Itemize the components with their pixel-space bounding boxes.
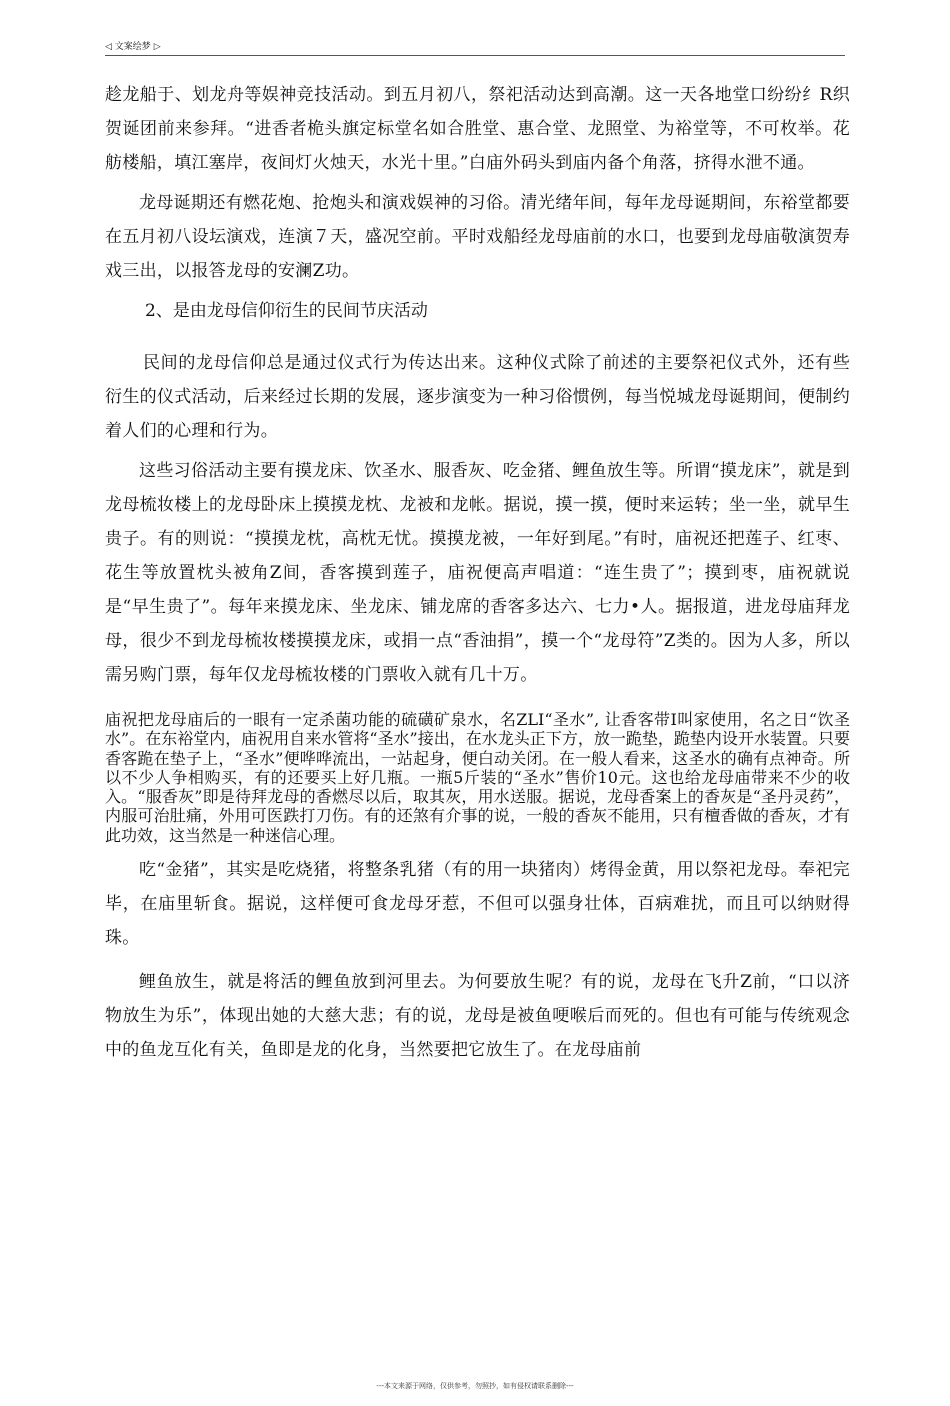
document-body (105, 78, 850, 1067)
paragraph-3: 民间的龙母信仰总是通过仪式行为传达出来。这种仪式除了前述的主要祭祀仪式外，还有些衍生的仪式活动，后来经过长期的发展，逐步演变为一种习俗惯例，每当悦城龙母诞期间，便制约着人们的心理和行为。 (105, 353, 850, 441)
paragraph-7: 鲤鱼放生，就是将活的鲤鱼放到河里去。为何要放生呢？有的说，龙母在飞升Z前，“口以济物放生为乐”，体现出她的大慈大悲；有的说，龙母是被鱼哽喉后而死的。但也有可能与传统观念中的鱼龙互化有关，鱼即是龙的化身，当然要把它放生了。在龙母庙前 (105, 972, 850, 1061)
paragraph-5: 庙祝把龙母庙后的一眼有一定杀菌功能的硫磺矿泉水，名ZLI“圣水”, 让香客带I叫家使用，名之日“饮圣水”。在东裕堂内，庙祝用自来水管将“圣水”接出，在水龙头正下方，放一跪垫，跪垫内设开水装置。只要香客跪在垫子上，“圣水”便哗哗流出，一站起身，便白动关闭。在一般人看来，这圣水的确有点神奇。所以不少人争相购买，有的还要买上好几瓶。一瓶5斤装的“圣水”售价10元。这也给龙母庙带来不少的收入。“服香灰”即是待拜龙母的香燃尽以后，取其灰，用水送服。据说，龙母香案上的香灰是“圣丹灵药”，内服可治肚痛，外用可医跌打刀伤。有的还煞有介事的说，一般的香灰不能用，只有檀香做的香灰，才有此功效，这当然是一种迷信心理。 (105, 710, 850, 845)
right-triangle-icon: ▷ (153, 42, 161, 52)
left-triangle-icon: ◁ (105, 42, 112, 52)
paragraph-1: 趁龙船于、划龙舟等娱神竞技活动。到五月初八，祭祀活动达到高潮。这一天各地堂口纷纷纟R织贺诞团前来参拜。“进香者桅头旗定标堂名如合胜堂、惠合堂、龙照堂、为裕堂等，不可枚举。花舫楼船，填江塞岸，夜间灯火烛天，水光十里。”白庙外码头到庙内备个角落，挤得水泄不通。 (105, 85, 850, 173)
section-heading: 2、是由龙母信仰衍生的民间节庆活动 (145, 301, 428, 321)
paragraph-4: 这些习俗活动主要有摸龙床、饮圣水、服香灰、吃金猪、鲤鱼放生等。所谓“摸龙床”，就是到龙母梳妆楼上的龙母卧床上摸摸龙枕、龙被和龙帐。据说，摸一摸，便时来运转；坐一坐，就早生贵子。有的则说：“摸摸龙枕，高枕无忧。摸摸龙被，一年好到尾。”有时，庙祝还把莲子、红枣、花生等放置枕头被角Z间，香客摸到莲子，庙祝便高声唱道：“连生贵了”；摸到枣，庙祝就说是“早生贵了”。每年来摸龙床、坐龙床、铺龙席的香客多达六、七力•人。据报道，进龙母庙拜龙母，很少不到龙母梳妆楼摸摸龙床，或捐一点“香油捐”，摸一个“龙母符”Z类的。因为人多，所以需另购门票，每年仅龙母梳妆楼的门票收入就有几十万。 (105, 461, 850, 685)
header-text: 文案绘梦 (114, 42, 151, 52)
page-header (105, 41, 845, 56)
page-footer: ---本文来源于网络，仅供参考，勿照抄，如有侵权请联系删除--- (376, 1382, 574, 1390)
paragraph-2: 龙母诞期还有燃花炮、抢炮头和演戏娱神的习俗。清光绪年间，每年龙母诞期间，东裕堂都要在五月初八设坛演戏，连演７天，盛况空前。平时戏船经龙母庙前的水口，也要到龙母庙敬演贺寿戏三出，以报答龙母的安澜Z功。 (105, 193, 850, 281)
paragraph-6: 吃“金猪”，其实是吃烧猪，将整条乳猪（有的用一块猪肉）烤得金黄，用以祭祀龙母。奉祀完毕，在庙里斩食。据说，这样便可食龙母牙惹，不但可以强身壮体，百病难扰，而且可以纳财得珠。 (105, 860, 850, 949)
